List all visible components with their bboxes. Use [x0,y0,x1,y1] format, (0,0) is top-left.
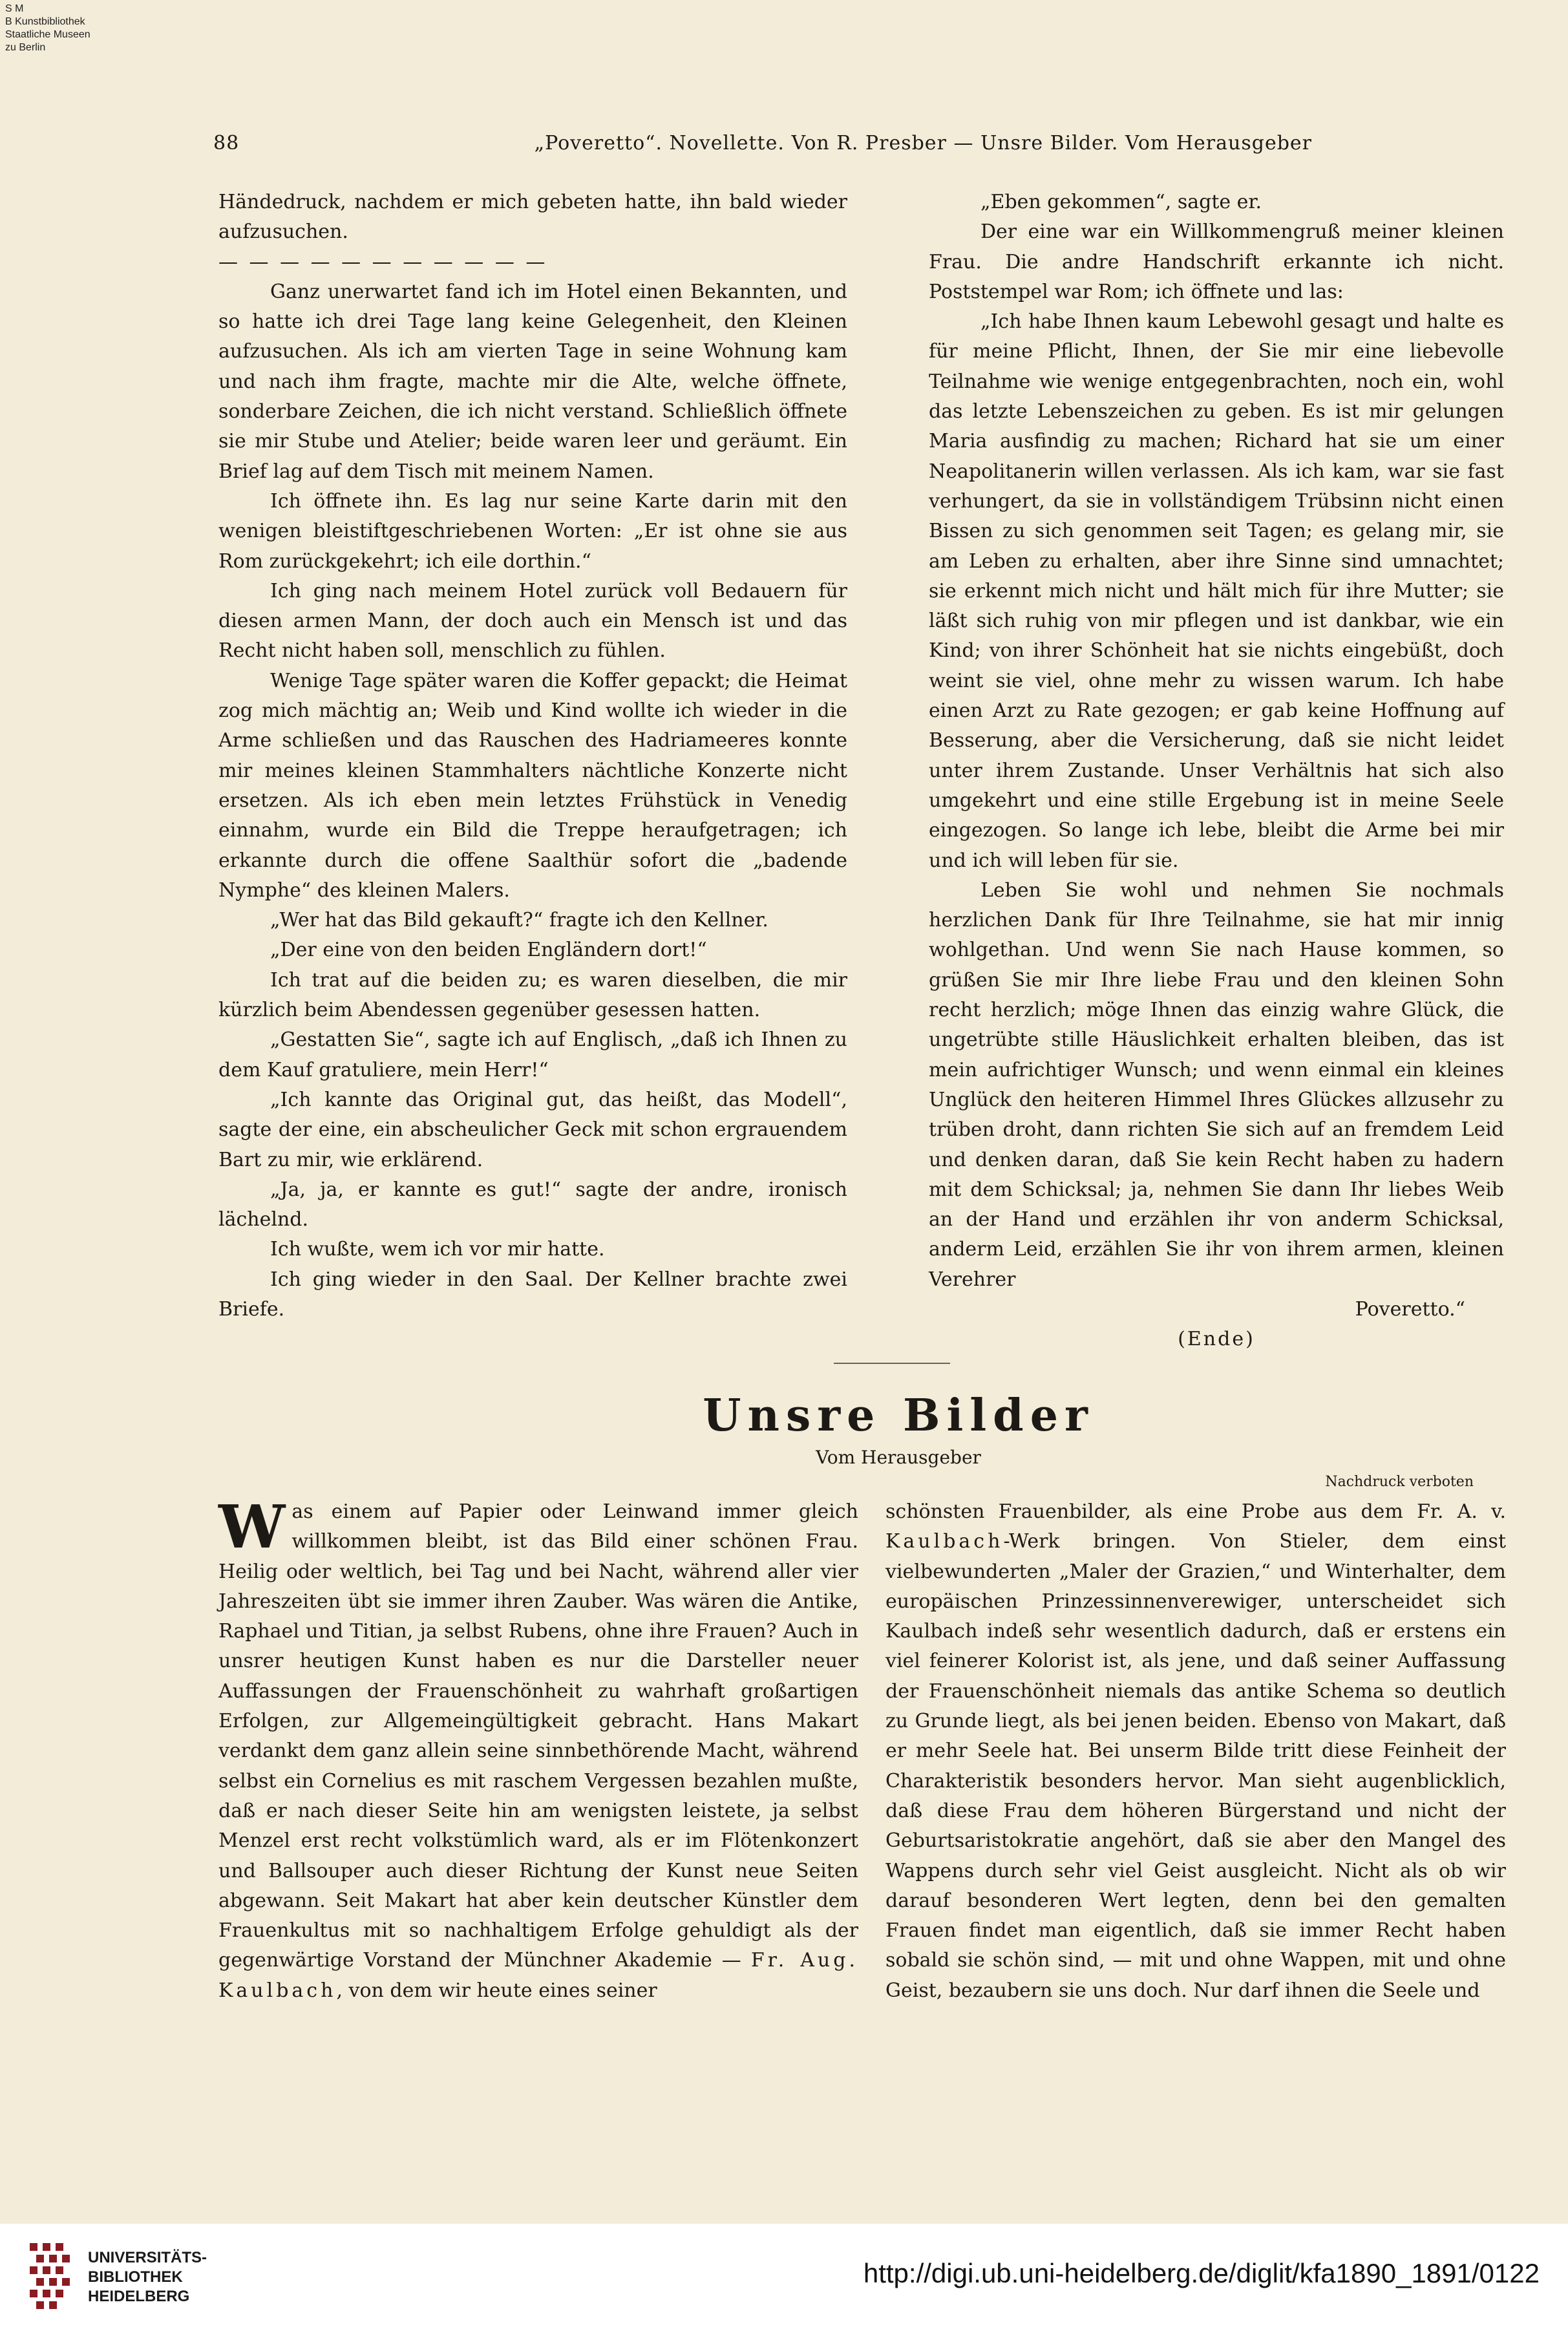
story-paragraph: Poveretto.“ [1355,1297,1465,1321]
university-seal-icon [25,2238,78,2314]
stamp-line: zu Berlin [5,42,46,53]
story-paragraph: Ich öffnete ihn. Es lag nur seine Karte darin mit den wenigen bleistiftgeschriebenen Worten: „Er ist ohne sie aus Rom zurückgekehrt; ich eile dorthin.“ [218,489,847,573]
story-paragraph: — — — — — — — — — — — [218,250,548,273]
story-paragraph: „Ich kannte das Original gut, das heißt, das Modell“, sagte der eine, ein abscheulicher Geck mit schon ergrauendem Bart zu mir, wie erklärend. [218,1088,847,1171]
university-name [88,2248,207,2306]
page-number: 88 [213,132,240,154]
story-paragraph: „Wer hat das Bild gekauft?“ fragte ich den Kellner. [270,909,768,932]
artist-name: Fr. Aug. Kaulbach [218,1949,858,2002]
logo-line: HEIDELBERG [88,2288,190,2305]
story-paragraph: „Ich habe Ihnen kaum Lebewohl gesagt und halte es für meine Pflicht, Ihnen, der Sie mir eine liebevolle Teilnahme wie wenige entgegenbrachten, noch ein, wohl das letzte Lebenszeichen zu geben. Es ist mir gelungen Maria ausfindig zu machen; Richard hat sie um einer Neapolitanerin willen verlassen. Als ich kam, war sie fast verhungert, da sie in vollständigem Trübsinn nicht einen Bissen zu sich genommen seit Tagen; es gelang mir, sie am Leben zu erhalten, aber ihre Sinne sind umnachtet; sie erkennt mich nicht und hält mich für ihre Mutter; sie läßt sich ruhig von mir pflegen und ist dankbar, wie ein Kind; von ihrer Schönheit hat sie nichts eingebüßt, doch weint sie viel, ohne mehr zu wissen warum. Ich habe einen Arzt zu Rate gezogen; er gab keine Hoffnung auf Besserung, aber die Versicherung, daß sie nicht leidet unter ihrem Zustande. Unser Verhältnis hat sich also umgekehrt und eine stille Ergebung ist in meine Seele eingezogen. So lange ich lebe, bleibt die Arme bei mir und ich will leben für sie. [929,310,1504,872]
story-paragraph: Leben Sie wohl und nehmen Sie nochmals herzlichen Dank für Ihre Teilnahme, sie hat mir innig wohlgethan. Und wenn Sie nach Hause kommen, so grüßen Sie mir Ihre liebe Frau und den kleinen Sohn recht herzlich; möge Ihnen das einzig wahre Glück, die ungetrübte stille Häuslichkeit erhalten bleiben, das ist mein aufrichtiger Wunsch; und wenn einmal ein kleines Unglück den heiteren Himmel Ihres Glückes allzusehr zu trüben droht, dann richten Sie sich auf an fremdem Leid und denken daran, daß Sie kein Recht haben zu hadern mit dem Schicksal; ja, nehmen Sie dann Ihr liebes Weib an der Hand und erzählen ihr von anderm Schicksal, anderm Leid, erzählen Sie ihr von ihrem armen, kleinen Verehrer [929,878,1504,1291]
story-paragraph: Ich ging nach meinem Hotel zurück voll Bedauern für diesen armen Mann, der doch auch ein Mensch ist und das Recht nicht haben soll, menschlich zu fühlen. [218,579,847,663]
story-paragraph: „Der eine von den beiden Engländern dort!“ [270,939,707,962]
article-paragraph [885,1497,1506,2006]
article-column-left [218,1492,858,2006]
stamp-line: B Kunstbibliothek [5,16,85,27]
story-paragraph: Ganz unerwartet fand ich im Hotel einen Bekannten, und so hatte ich drei Tage lang keine Gelegenheit, den Kleinen aufzusuchen. Als ich am vierten Tage in seine Wohnung kam und nach ihm fragte, machte mir die Alte, welche öffnete, sonderbare Zeichen, die ich nicht verstand. Schließlich öffnete sie mir Stube und Atelier; beide waren leer und geräumt. Ein Brief lag auf dem Tisch mit meinem Namen. [218,280,847,483]
source-url[interactable]: http://digi.ub.uni-heidelberg.de/diglit/kfa1890_1891/0122 [863,2258,1540,2288]
story-paragraph: „Ja, ja, er kannte es gut!“ sagte der andre, ironisch lächelnd. [218,1178,847,1231]
story-paragraph: Ich ging wieder in den Saal. Der Kellner brachte zwei Briefe. [218,1268,847,1321]
logo-line: UNIVERSITÄTS- [88,2249,207,2266]
article-text: -Werk bringen. Von Stieler, dem einst vielbewunderten „Maler der Grazien,“ und Winterhalter, dem europäischen Prinzessinnenverewiger, unterscheidet sich Kaulbach indeß sehr wesentlich dadurch, daß er erstens ein viel feinerer Kolorist ist, als jene, und daß seiner Auffassung der Frauenschönheit niemals das antike Schema so deutlich zu Grunde liegt, als bei jenen beiden. Ebenso von Makart, daß er mehr Seele hat. Bei unserm Bilde tritt diese Feinheit der Charakteristik besonders hervor. Man sieht augenblicklich, daß diese Frau dem höheren Bürgerstand und nicht der Geburtsaristokratie angehört, daß sie aber den Mangel des Wappens durch sehr viel Geist ausgleicht. Nicht als ob wir darauf besonderen Wert legten, denn bei den gemalten Frauen findet man eigentlich, daß sie immer Recht haben sobald sie schön sind, — mit und ohne Wappen, mit und ohne Geist, bezaubern sie uns doch. Nur darf ihnen die Seele und [885,1530,1506,2002]
story-paragraph: Ich wußte, wem ich vor mir hatte. [270,1238,605,1261]
article-text: , von dem wir heute eines seiner [336,1979,657,2002]
stamp-line: S M [5,3,24,14]
story-paragraph: „Gestatten Sie“, sagte ich auf Englisch, „daß ich Ihnen zu dem Kauf gratuliere, mein Herr!“ [218,1028,847,1081]
article-text: schönsten Frauenbilder, als eine Probe aus dem Fr. A. v. [885,1500,1506,1523]
stamp-line: Staatliche Museen [5,29,90,40]
story-paragraph: (Ende) [1178,1328,1255,1351]
article-paragraph [218,1492,858,2006]
story-column-right [929,187,1504,1355]
story-paragraph: Ich trat auf die beiden zu; es waren dieselben, die mir kürzlich beim Abendessen gegenüber gesessen hatten. [218,968,847,1022]
story-paragraph: „Eben gekommen“, sagte er. [980,191,1262,213]
story-paragraph: Der eine war ein Willkommengruß meiner kleinen Frau. Die andre Handschrift erkannte ich nicht. Poststempel war Rom; ich öffnete und las: [929,220,1504,303]
story-paragraph: Händedruck, nachdem er mich gebeten hatte, ihn bald wieder aufzusuchen. [218,191,847,244]
drop-cap: W [218,1492,286,1562]
article-text: as einem auf Papier oder Leinwand immer gleich willkommen bleibt, ist das Bild einer schönen Frau. Heilig oder weltlich, bei Tag und bei Nacht, während aller vier Jahreszeiten übt sie immer ihren Zauber. Was wären die Antike, Raphael und Titian, ja selbst Rubens, ohne ihre Frauen? Auch in unsrer heutigen Kunst haben es nur die Darsteller neuer Auffassungen der Frauenschönheit zu wahrhaft großartigen Erfolgen, zur Allgemeingültigkeit gebracht. Hans Makart verdankt dem ganz allein seine sinnbethörende Macht, während selbst ein Cornelius es mit raschem Vergessen bezahlen mußte, daß er nach dieser Seite hin am wenigsten leistete, ja selbst Menzel erst recht volkstümlich ward, als er im Flötenkonzert und Ballsouper auch dieser Richtung der Kunst neue Seiten abgewann. Seit Makart hat aber kein deutscher Künstler dem Frauenkultus mit so nachhaltigem Erfolge gehuldigt als der gegenwärtige Vorstand der Münchner Akademie — [218,1500,858,1972]
artist-name: Kaulbach [885,1530,1004,1553]
article-column-right [885,1497,1506,2006]
reprint-notice: Nachdruck verboten [1325,1474,1474,1490]
story-paragraph: Wenige Tage später waren die Koffer gepackt; die Heimat zog mich mächtig an; Weib und Kind wollte ich wieder in die Arme schließen und das Rauschen des Hadriameeres konnte mir meines kleinen Stammhalters nächtliche Konzerte nicht ersetzen. Als ich eben mein letztes Frühstück in Venedig einnahm, wurde ein Bild die Treppe heraufgetragen; ich erkannte durch die offene Saalthür sofort die „badende Nymphe“ des kleinen Malers. [218,669,847,902]
library-stamp [5,3,90,54]
article-byline: Vom Herausgeber [816,1447,981,1468]
article-title: Unsre Bilder [703,1390,1094,1442]
section-divider [834,1363,950,1364]
logo-line: BIBLIOTHEK [88,2268,183,2286]
story-column-left [218,187,847,1325]
running-header [213,127,1312,160]
running-title: „Poveretto“. Novellette. Von R. Presber — Unsre Bilder. Vom Herausgeber [534,132,1312,154]
